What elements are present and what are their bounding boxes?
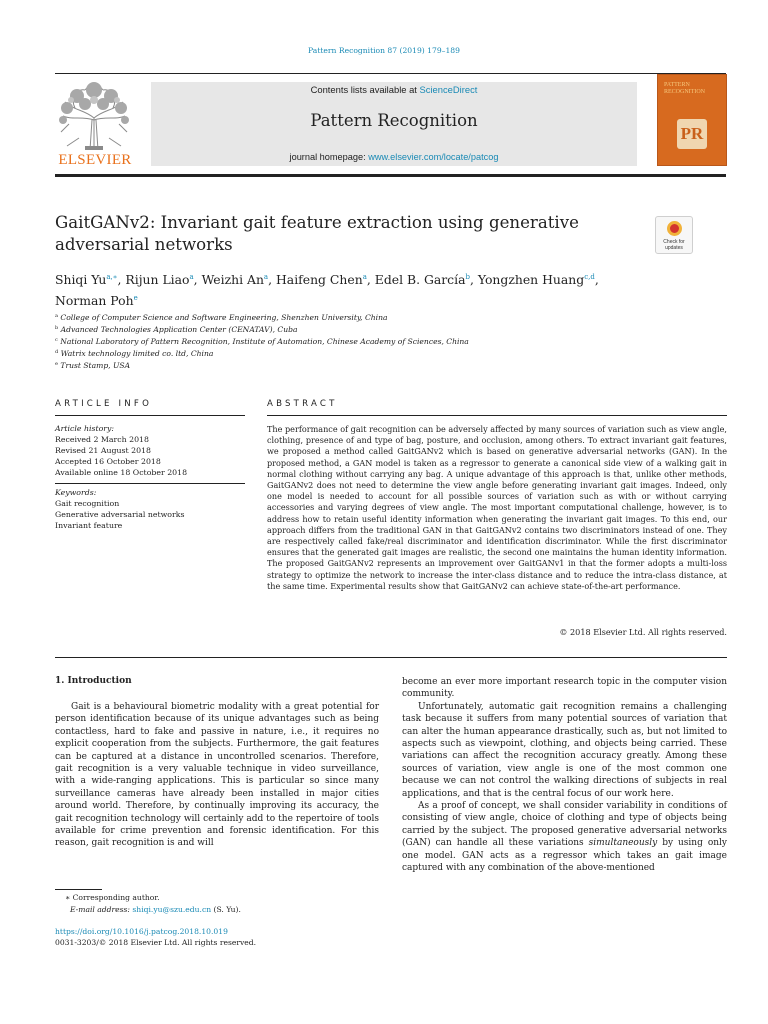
author-affiliation-link[interactable]: a [263, 273, 269, 281]
article-info-heading: ARTICLE INFO [55, 399, 153, 409]
email-note: E-mail address: shiqi.yu@szu.edu.cn (S. Yu). [70, 905, 241, 914]
keyword-item: Generative adversarial networks [55, 510, 185, 519]
author-affiliation-link[interactable]: a,∗ [106, 273, 118, 281]
header-bottom-rule [55, 174, 726, 177]
abstract-heading: ABSTRACT [267, 399, 338, 409]
article-history [55, 423, 245, 478]
history-online: Available online 18 October 2018 [55, 468, 188, 477]
author-name: Norman Poh [55, 293, 134, 308]
history-received: Received 2 March 2018 [55, 435, 149, 444]
body-column-left [55, 701, 379, 850]
affiliation-item: $^e$ Trust Stamp, USA [55, 361, 131, 370]
body-column-right [402, 676, 727, 875]
header-top-rule [55, 73, 726, 74]
journal-homepage: journal homepage: www.elsevier.com/locate/patcog [289, 152, 499, 162]
author-affiliation-link[interactable]: c,d [584, 273, 595, 281]
article-title: GaitGANv2: Invariant gait feature extraction using generative adversarial networks [55, 213, 579, 254]
author-list: Shiqi $Yu^{a,∗}$, Rijun Liao$^a$, Weizhi An$^a$, Haifeng Chen$^a$, Edel B. García$^b$, Yongzhen Huang$^{c,d}$, Norman Poh$^e$ [55, 272, 599, 308]
author-name: Yongzhen Huang [477, 272, 585, 287]
affiliation-item: $^b$ Advanced Technologies Application Center (CENATAV), Cuba [55, 325, 298, 334]
keywords-divider [55, 483, 245, 484]
journal-banner [151, 82, 637, 166]
footnote [55, 892, 385, 916]
journal-cover-thumbnail[interactable] [657, 74, 727, 166]
affiliation-item: $^c$ National Laboratory of Pattern Recognition, Institute of Automation, Chinese Academy of Sciences, China [55, 337, 469, 346]
elsevier-wordmark: ELSEVIER [58, 152, 132, 168]
cover-title: PATTERN RECOGNITION [664, 82, 705, 95]
footnote-rule [55, 889, 102, 890]
author-affiliation-link[interactable]: a [362, 273, 367, 281]
section-heading-introduction: 1. Introduction [55, 676, 132, 686]
author-name: Shiqi Yu [55, 272, 107, 287]
abstract-copyright: © 2018 Elsevier Ltd. All rights reserved. [559, 627, 727, 637]
body-paragraph: Unfortunately, automatic gait recognition remains a challenging task because it suffers from many potential sources of variation that can alter the human appearance drastically, such as, but not limited to aspects such as viewpoint, clothing, and objects being carried. These variations can affect the recognition accuracy greatly. Among these sources of variation, view angle is one of the most common one because we can not control the walking directions of subjects in real applications, and that is the central focus of our work here. [402, 701, 727, 799]
author-affiliation-link[interactable]: e [133, 294, 138, 302]
journal-homepage-link[interactable]: www.elsevier.com/locate/patcog [368, 152, 499, 162]
journal-citation[interactable]: Pattern Recognition 87 (2019) 179–189 [308, 46, 460, 55]
author-name: Rijun Liao [125, 272, 190, 287]
body-paragraph: Gait is a behavioural biometric modality with a great potential for person identification because of its unique advantages such as being contactless, hard to fake and passive in nature, i.e., it requires no explicit cooperation from the subjects. Furthermore, the gait features can be captured at a distance in uncontrolled scenarios. Therefore, gait recognition is a very valuable technique in video surveillance, with a wide-ranging applications. This is particular so since many surveillance cameras have already been installed in major cities around world. Therefore, by continually improving its accuracy, the gait recognition technology will certainly add to the repertoire of tools available for crime prevention and forensic identification. For this reason, gait recognition is and will [55, 702, 379, 849]
email-link[interactable]: shiqi.yu@szu.edu.cn [132, 905, 212, 914]
affiliation-item: $^a$ College of Computer Science and Software Engineering, Shenzhen University, China [55, 313, 388, 322]
history-accepted: Accepted 16 October 2018 [55, 457, 161, 466]
journal-title: Pattern Recognition [310, 111, 478, 130]
doi-link[interactable]: https://doi.org/10.1016/j.patcog.2018.10.019 [55, 927, 228, 936]
doi-block [55, 926, 256, 948]
body-paragraph: become an ever more important research topic in the computer vision community. [402, 677, 727, 700]
affiliation-list [55, 311, 695, 371]
history-revised: Revised 21 August 2018 [55, 446, 151, 455]
crossmark-badge[interactable] [655, 216, 693, 254]
author-affiliation-link[interactable]: a [189, 273, 194, 281]
corresponding-author-note: ∗ Corresponding author. [65, 893, 160, 902]
keyword-item: Invariant feature [55, 521, 123, 530]
abstract-rule [267, 415, 727, 416]
author-name: Haifeng Chen [276, 272, 363, 287]
author-name: Edel B. García [374, 272, 466, 287]
article-info-rule [55, 415, 245, 416]
affiliation-item: $^d$ Watrix technology limited co. ltd, China [55, 349, 214, 358]
abstract-bottom-rule [55, 657, 727, 658]
keywords-block [55, 487, 245, 531]
keywords-label: Keywords: [55, 488, 97, 497]
issn-copyright: 0031-3203/© 2018 Elsevier Ltd. All rights reserved. [55, 938, 257, 947]
cover-emblem: PR [677, 119, 707, 149]
crossmark-label: Check for updates [663, 239, 685, 251]
keyword-item: Gait recognition [55, 499, 120, 508]
crossmark-icon [667, 221, 682, 236]
history-label: Article history: [55, 424, 115, 433]
sciencedirect-link[interactable]: ScienceDirect [419, 84, 478, 95]
author-affiliation-link[interactable]: b [465, 273, 470, 281]
author-name: Weizhi An [201, 272, 264, 287]
abstract-text: The performance of gait recognition can be adversely affected by many sources of variation such as view angle, clothing, presence of and type of bag, posture, and occlusion, among others. To extract invariant gait features, we proposed a method called GaitGANv2 which is based on generative adversarial networks (GAN). In the proposed method, a GAN model is taken as a regressor to generate a canonical side view of a walking gait in normal clothing without carrying any bag. A unique advantage of this approach is that, unlike other methods, GaitGANv2 does not need to determine the view angle before generating invariant gait images. Indeed, only one model is needed to account for all possible sources of variation such as with or without carrying accessories and varying degrees of view angle. The most important computational challenge, however, is to address how to retain useful identity information when generating the invariant gait images. To this end, our approach differs from the traditional GAN in that GaitGANv2 contains two discriminators instead of one. They are respectively called fake/real discriminator and identification discriminator. While the first discriminator ensures that the generated gait images are realistic, the second one maintains the human identity information. The proposed GaitGANv2 represents an improvement over GaitGANv1 in that the former adopts a multi-loss strategy to optimize the network to increase the inter-class distance and to reduce the intra-class distance, at the same time. Experimental results show that GaitGANv2 can achieve state-of-the-art performance. [267, 424, 727, 591]
body-paragraph: As a proof of concept, we shall consider variability in conditions of consisting of view angle, choice of clothing and type of objects being carried by the subject. The proposed generative adversarial networks (GAN) can handle all these variations simultaneously by using only one model. GAN acts as a regressor which takes an gait image captured with any combination of the above-mentioned [402, 801, 727, 874]
contents-availability: Contents lists available at ScienceDirect [310, 84, 478, 95]
